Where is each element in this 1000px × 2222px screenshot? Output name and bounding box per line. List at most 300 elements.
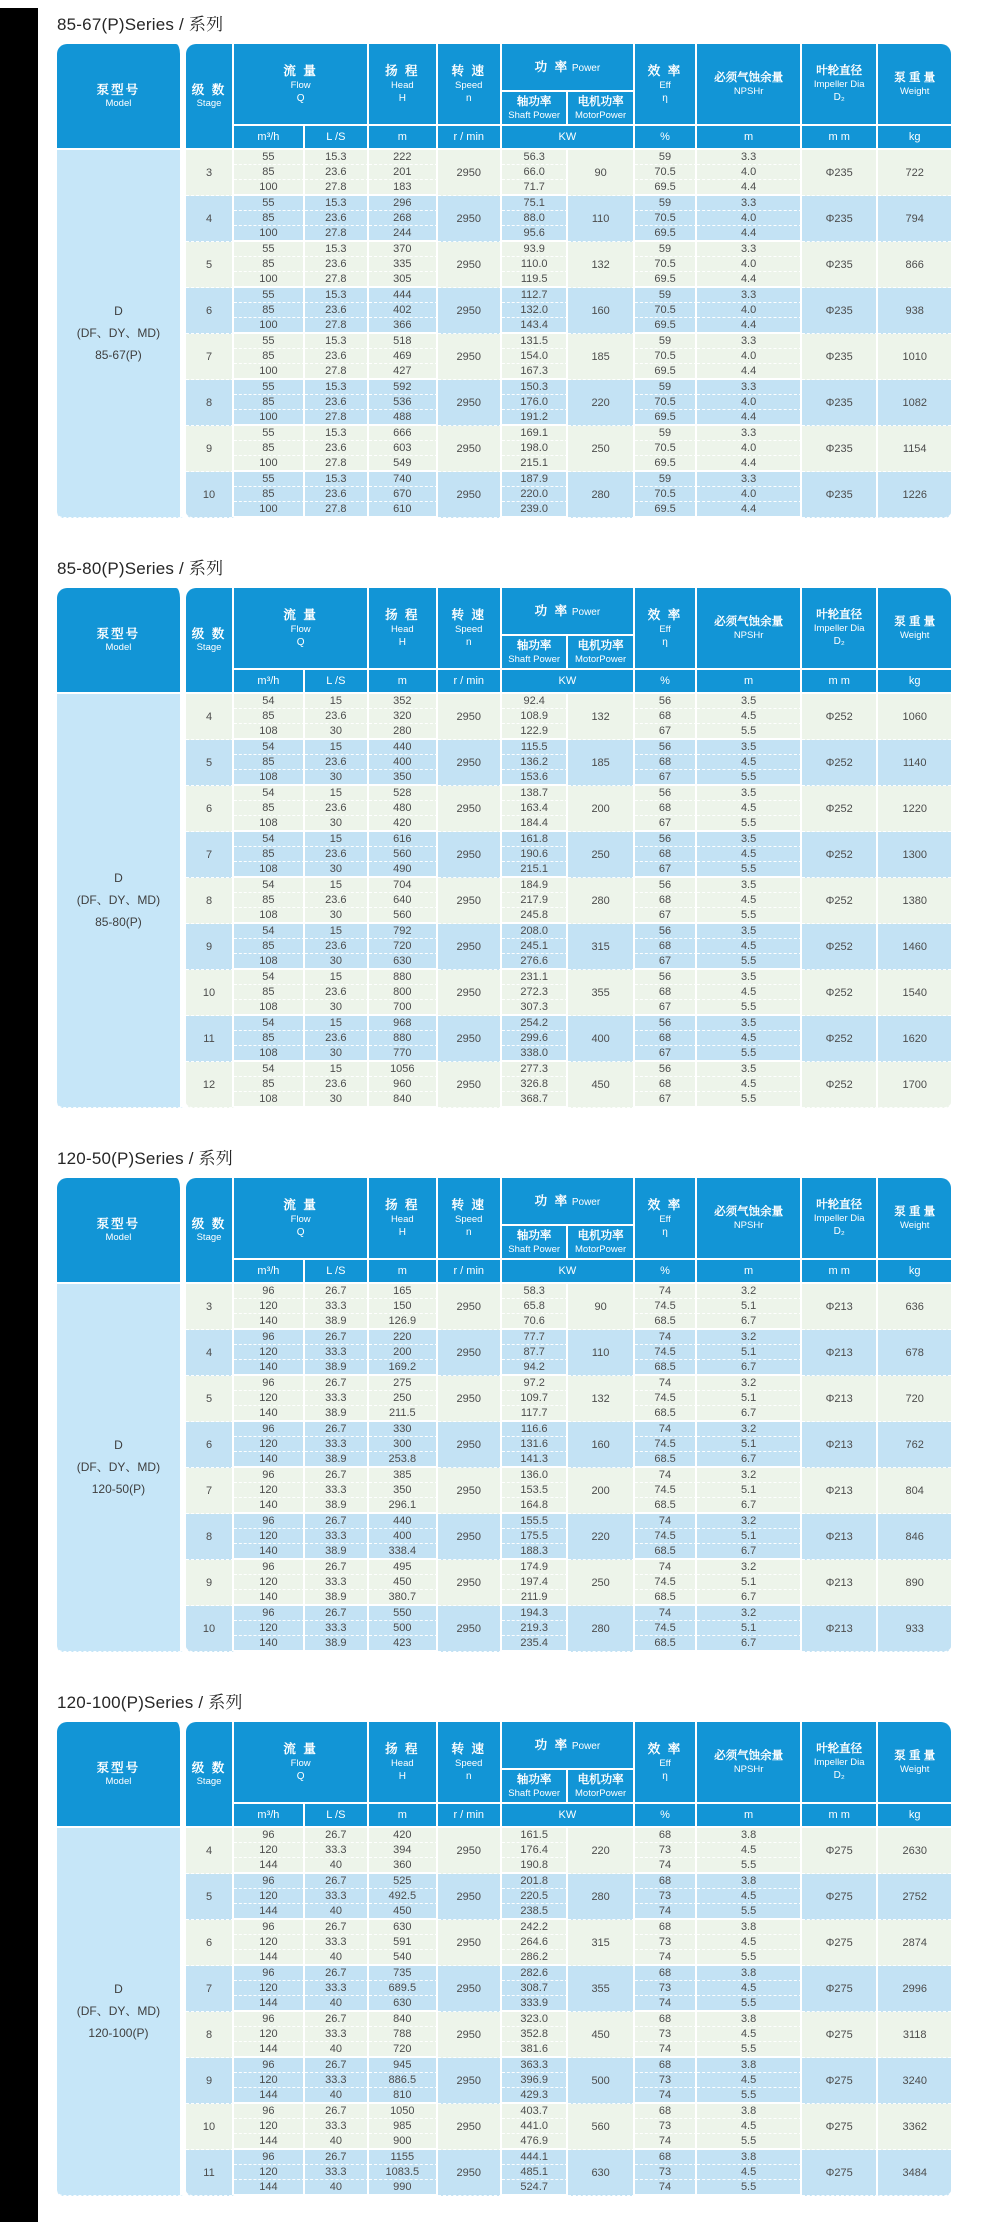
col-speed-header	[438, 44, 502, 126]
cell-flow-ls: 33.3	[305, 1935, 369, 1950]
header-label: Q	[296, 1770, 305, 1782]
table-row	[57, 1016, 951, 1031]
cell-impeller-dia: Φ252	[802, 970, 879, 1016]
col-npshr-header	[697, 44, 802, 126]
cell-impeller-dia: Φ252	[802, 878, 879, 924]
unit-cell: r / min	[438, 1260, 502, 1284]
cell-eff: 73	[635, 1889, 697, 1904]
table-row	[57, 1920, 951, 1935]
cell-shaft-power: 208.0	[502, 924, 568, 939]
cell-flow-ls: 26.7	[305, 1966, 369, 1981]
cell-npshr: 3.8	[697, 1920, 802, 1935]
header-label: Shaft Power	[508, 1787, 561, 1799]
cell-impeller-dia: Φ275	[802, 1874, 879, 1920]
cell-flow-ls: 33.3	[305, 1299, 369, 1314]
stage-cell: 4	[186, 1828, 234, 1874]
col-eff-header	[635, 44, 697, 126]
cell-head: 360	[369, 1858, 437, 1874]
cell-flow-m3h: 85	[234, 165, 304, 180]
table-row	[57, 2058, 951, 2073]
cell-flow-ls: 40	[305, 2134, 369, 2150]
stage-cell: 7	[186, 334, 234, 380]
cell-eff: 70.5	[635, 349, 697, 364]
cell-flow-m3h: 108	[234, 724, 304, 740]
cell-npshr: 3.2	[697, 1422, 802, 1437]
table-row	[57, 1284, 951, 1299]
unit-cell: %	[635, 1260, 697, 1284]
cell-flow-m3h: 55	[234, 150, 304, 165]
cell-flow-ls: 23.6	[305, 441, 369, 456]
cell-head: 450	[369, 1904, 437, 1920]
unit-cell: m m	[802, 126, 879, 150]
header-label: 泵型号	[96, 1216, 141, 1231]
cell-shaft-power: 66.0	[502, 165, 568, 180]
cell-flow-ls: 23.6	[305, 801, 369, 816]
cell-flow-m3h: 96	[234, 1330, 304, 1345]
cell-flow-m3h: 96	[234, 2150, 304, 2165]
cell-impeller-dia: Φ235	[802, 150, 879, 196]
cell-head: 200	[369, 1345, 437, 1360]
cell-head: 300	[369, 1437, 437, 1452]
cell-eff: 74	[635, 1284, 697, 1299]
header-label: Impeller Dia	[813, 1213, 865, 1225]
stage-cell: 4	[186, 196, 234, 242]
header-label: 流 量	[283, 1198, 318, 1213]
header-label: 泵型号	[96, 1760, 141, 1775]
header-label: Weight	[900, 85, 930, 97]
cell-npshr: 4.5	[697, 893, 802, 908]
cell-shaft-power: 92.4	[502, 694, 568, 709]
unit-cell: m	[697, 1804, 802, 1828]
col-impeller-header	[802, 588, 879, 670]
header-label: MotorPower	[575, 1243, 627, 1255]
col-head-header	[369, 1178, 437, 1260]
cell-weight: 2874	[878, 1920, 951, 1966]
col-motor-power-header	[568, 92, 634, 126]
cell-head: 380.7	[369, 1590, 437, 1606]
cell-flow-ls: 23.6	[305, 709, 369, 724]
col-eff-header	[635, 1178, 697, 1260]
cell-flow-m3h: 120	[234, 1981, 304, 1996]
cell-speed: 2950	[438, 740, 502, 786]
cell-flow-ls: 33.3	[305, 1621, 369, 1636]
header-label: Power	[569, 1741, 601, 1752]
unit-cell: kg	[878, 126, 951, 150]
header-label: Q	[296, 92, 305, 104]
cell-flow-ls: 38.9	[305, 1452, 369, 1468]
cell-eff: 67	[635, 954, 697, 970]
unit-cell: m	[697, 670, 802, 694]
cell-flow-m3h: 120	[234, 2165, 304, 2180]
header-label: Q	[296, 636, 305, 648]
header-label: 流 量	[283, 608, 318, 623]
cell-shaft-power: 197.4	[502, 1575, 568, 1590]
header-label: Head	[390, 623, 414, 635]
cell-flow-m3h: 140	[234, 1360, 304, 1376]
cell-eff: 73	[635, 1843, 697, 1858]
cell-weight: 722	[878, 150, 951, 196]
stage-cell: 6	[186, 1920, 234, 1966]
cell-speed: 2950	[438, 426, 502, 472]
table-row	[57, 288, 951, 303]
cell-eff: 69.5	[635, 502, 697, 518]
header-label: 扬 程	[385, 608, 420, 623]
stage-cell: 7	[186, 832, 234, 878]
header-label: 转 速	[451, 1742, 486, 1757]
header-label: H	[398, 1770, 406, 1782]
cell-flow-ls: 15.3	[305, 150, 369, 165]
cell-npshr: 4.5	[697, 2073, 802, 2088]
header-label: 转 速	[451, 64, 486, 79]
cell-head: 268	[369, 211, 437, 226]
cell-motor-power: 315	[568, 924, 634, 970]
cell-eff: 59	[635, 472, 697, 487]
cell-npshr: 5.5	[697, 724, 802, 740]
cell-npshr: 3.2	[697, 1284, 802, 1299]
cell-npshr: 4.0	[697, 303, 802, 318]
cell-speed: 2950	[438, 1062, 502, 1108]
cell-impeller-dia: Φ275	[802, 2012, 879, 2058]
cell-shaft-power: 396.9	[502, 2073, 568, 2088]
cell-head: 296.1	[369, 1498, 437, 1514]
cell-eff: 68	[635, 2150, 697, 2165]
cell-head: 740	[369, 472, 437, 487]
table-row	[57, 2150, 951, 2165]
pump-spec-table	[57, 588, 951, 1108]
header-label: Model	[105, 642, 132, 654]
cell-flow-ls: 15	[305, 786, 369, 801]
cell-shaft-power: 282.6	[502, 1966, 568, 1981]
cell-head: 444	[369, 288, 437, 303]
cell-npshr: 5.5	[697, 816, 802, 832]
cell-npshr: 5.5	[697, 770, 802, 786]
cell-flow-ls: 23.6	[305, 755, 369, 770]
header-label: η	[662, 636, 668, 648]
cell-head: 560	[369, 847, 437, 862]
cell-npshr: 4.5	[697, 1935, 802, 1950]
cell-shaft-power: 176.0	[502, 395, 568, 410]
col-flow-header	[234, 1178, 369, 1260]
cell-impeller-dia: Φ235	[802, 242, 879, 288]
table-row	[57, 150, 951, 165]
cell-shaft-power: 220.5	[502, 1889, 568, 1904]
cell-flow-ls: 33.3	[305, 2119, 369, 2134]
cell-shaft-power: 338.0	[502, 1046, 568, 1062]
cell-flow-ls: 33.3	[305, 1575, 369, 1590]
cell-shaft-power: 299.6	[502, 1031, 568, 1046]
cell-shaft-power: 94.2	[502, 1360, 568, 1376]
series-section	[57, 1144, 952, 1652]
cell-flow-m3h: 100	[234, 456, 304, 472]
col-shaft-power-header	[502, 1770, 568, 1804]
cell-npshr: 3.3	[697, 196, 802, 211]
header-label: 功 率	[534, 1738, 570, 1752]
cell-head: 250	[369, 1391, 437, 1406]
header-label: Eff	[659, 623, 671, 635]
table-row	[57, 970, 951, 985]
cell-flow-ls: 26.7	[305, 1560, 369, 1575]
cell-eff: 59	[635, 196, 697, 211]
cell-eff: 70.5	[635, 441, 697, 456]
header-label: 叶轮直径	[816, 1199, 863, 1212]
cell-flow-m3h: 120	[234, 1483, 304, 1498]
cell-npshr: 5.5	[697, 1000, 802, 1016]
cell-head: 840	[369, 1092, 437, 1108]
cell-flow-ls: 26.7	[305, 1514, 369, 1529]
cell-speed: 2950	[438, 924, 502, 970]
cell-eff: 67	[635, 1000, 697, 1016]
header-label: 扬 程	[385, 1742, 420, 1757]
cell-eff: 59	[635, 426, 697, 441]
cell-head: 536	[369, 395, 437, 410]
cell-npshr: 5.5	[697, 1904, 802, 1920]
cell-shaft-power: 231.1	[502, 970, 568, 985]
cell-eff: 74	[635, 1468, 697, 1483]
cell-npshr: 3.5	[697, 878, 802, 893]
cell-weight: 890	[878, 1560, 951, 1606]
cell-flow-ls: 23.6	[305, 211, 369, 226]
cell-head: 480	[369, 801, 437, 816]
cell-flow-m3h: 120	[234, 1621, 304, 1636]
cell-npshr: 3.8	[697, 1828, 802, 1843]
cell-eff: 69.5	[635, 410, 697, 426]
cell-eff: 69.5	[635, 226, 697, 242]
header-label: Power	[569, 607, 601, 618]
series-section	[57, 1688, 952, 2196]
cell-npshr: 4.5	[697, 2027, 802, 2042]
cell-impeller-dia: Φ213	[802, 1514, 879, 1560]
header-label: 必须气蚀余量	[714, 615, 784, 628]
col-head-header	[369, 588, 437, 670]
cell-head: 150	[369, 1299, 437, 1314]
cell-impeller-dia: Φ275	[802, 1920, 879, 1966]
cell-npshr: 4.0	[697, 487, 802, 502]
cell-flow-m3h: 108	[234, 908, 304, 924]
cell-weight: 720	[878, 1376, 951, 1422]
pump-spec-table	[57, 1722, 951, 2196]
header-label: Shaft Power	[508, 109, 561, 121]
cell-eff: 69.5	[635, 318, 697, 334]
cell-shaft-power: 272.3	[502, 985, 568, 1000]
col-eff-header	[635, 1722, 697, 1804]
cell-eff: 68	[635, 1874, 697, 1889]
cell-npshr: 5.5	[697, 908, 802, 924]
cell-shaft-power: 242.2	[502, 1920, 568, 1935]
cell-flow-m3h: 108	[234, 816, 304, 832]
cell-flow-ls: 23.6	[305, 165, 369, 180]
header-label: Stage	[196, 1232, 222, 1244]
stage-cell: 5	[186, 740, 234, 786]
cell-flow-ls: 15.3	[305, 334, 369, 349]
cell-flow-ls: 30	[305, 816, 369, 832]
unit-cell: m	[369, 1260, 437, 1284]
cell-impeller-dia: Φ252	[802, 694, 879, 740]
cell-shaft-power: 184.9	[502, 878, 568, 893]
cell-flow-m3h: 55	[234, 334, 304, 349]
cell-weight: 1380	[878, 878, 951, 924]
cell-head: 591	[369, 1935, 437, 1950]
cell-flow-ls: 15	[305, 924, 369, 939]
cell-head: 960	[369, 1077, 437, 1092]
cell-npshr: 3.5	[697, 1062, 802, 1077]
header-label: NPSHr	[733, 1763, 764, 1775]
cell-impeller-dia: Φ213	[802, 1560, 879, 1606]
cell-npshr: 5.5	[697, 2134, 802, 2150]
cell-npshr: 3.3	[697, 288, 802, 303]
cell-flow-ls: 40	[305, 1950, 369, 1966]
cell-motor-power: 160	[568, 288, 634, 334]
cell-weight: 933	[878, 1606, 951, 1652]
unit-cell: %	[635, 1804, 697, 1828]
cell-npshr: 3.5	[697, 740, 802, 755]
cell-impeller-dia: Φ252	[802, 832, 879, 878]
cell-speed: 2950	[438, 694, 502, 740]
cell-shaft-power: 476.9	[502, 2134, 568, 2150]
cell-flow-ls: 23.6	[305, 985, 369, 1000]
header-label: 级 数	[191, 1760, 227, 1775]
cell-shaft-power: 323.0	[502, 2012, 568, 2027]
cell-head: 630	[369, 1920, 437, 1935]
header-label: H	[398, 636, 406, 648]
cell-flow-ls: 26.7	[305, 1828, 369, 1843]
cell-eff: 67	[635, 816, 697, 832]
cell-shaft-power: 71.7	[502, 180, 568, 196]
cell-flow-ls: 23.6	[305, 487, 369, 502]
cell-shaft-power: 154.0	[502, 349, 568, 364]
cell-flow-m3h: 108	[234, 1000, 304, 1016]
stage-cell: 10	[186, 1606, 234, 1652]
cell-shaft-power: 239.0	[502, 502, 568, 518]
header-label: 叶轮直径	[816, 609, 863, 622]
cell-weight: 938	[878, 288, 951, 334]
table-body	[57, 694, 951, 1108]
cell-shaft-power: 238.5	[502, 1904, 568, 1920]
cell-npshr: 4.5	[697, 2165, 802, 2180]
cell-eff: 68.5	[635, 1360, 697, 1376]
cell-shaft-power: 167.3	[502, 364, 568, 380]
cell-flow-m3h: 140	[234, 1590, 304, 1606]
col-weight-header	[878, 1722, 951, 1804]
cell-eff: 56	[635, 832, 697, 847]
cell-speed: 2950	[438, 2104, 502, 2150]
cell-flow-m3h: 55	[234, 380, 304, 395]
cell-eff: 70.5	[635, 487, 697, 502]
col-npshr-header	[697, 588, 802, 670]
cell-flow-m3h: 120	[234, 1935, 304, 1950]
cell-head: 126.9	[369, 1314, 437, 1330]
pump-spec-table	[57, 44, 951, 518]
stage-cell: 8	[186, 878, 234, 924]
cell-eff: 69.5	[635, 180, 697, 196]
table-row	[57, 878, 951, 893]
col-speed-header	[438, 1178, 502, 1260]
cell-eff: 56	[635, 1016, 697, 1031]
cell-flow-ls: 38.9	[305, 1314, 369, 1330]
cell-motor-power: 220	[568, 380, 634, 426]
cell-eff: 73	[635, 1935, 697, 1950]
cell-flow-ls: 40	[305, 1904, 369, 1920]
col-power-header	[502, 1178, 635, 1226]
cell-eff: 68	[635, 1031, 697, 1046]
header-label: Flow	[290, 623, 311, 635]
table-row	[57, 242, 951, 257]
cell-eff: 68	[635, 2058, 697, 2073]
cell-head: 528	[369, 786, 437, 801]
header-label: Weight	[900, 629, 930, 641]
cell-head: 792	[369, 924, 437, 939]
cell-flow-ls: 26.7	[305, 1330, 369, 1345]
cell-npshr: 5.1	[697, 1345, 802, 1360]
header-label: 功 率	[534, 604, 570, 618]
unit-cell: m	[369, 670, 437, 694]
cell-npshr: 4.0	[697, 211, 802, 226]
header-label: n	[465, 92, 472, 104]
cell-shaft-power: 201.8	[502, 1874, 568, 1889]
header-label: 必须气蚀余量	[714, 1749, 784, 1762]
cell-shaft-power: 441.0	[502, 2119, 568, 2134]
cell-speed: 2950	[438, 2058, 502, 2104]
header-label: MotorPower	[575, 653, 627, 665]
cell-eff: 59	[635, 150, 697, 165]
col-weight-header	[878, 588, 951, 670]
cell-flow-m3h: 96	[234, 1422, 304, 1437]
table-header	[57, 44, 951, 150]
cell-head: 603	[369, 441, 437, 456]
cell-head: 495	[369, 1560, 437, 1575]
cell-head: 440	[369, 1514, 437, 1529]
cell-eff: 56	[635, 878, 697, 893]
cell-shaft-power: 190.6	[502, 847, 568, 862]
header-label: MotorPower	[575, 1787, 627, 1799]
cell-flow-ls: 26.7	[305, 1422, 369, 1437]
header-label: Eff	[659, 1213, 671, 1225]
cell-flow-m3h: 85	[234, 441, 304, 456]
model-line: D	[114, 1438, 123, 1452]
cell-weight: 1140	[878, 740, 951, 786]
cell-flow-ls: 23.6	[305, 1077, 369, 1092]
cell-shaft-power: 363.3	[502, 2058, 568, 2073]
cell-npshr: 4.4	[697, 364, 802, 380]
cell-weight: 1700	[878, 1062, 951, 1108]
cell-flow-ls: 33.3	[305, 1345, 369, 1360]
cell-flow-m3h: 96	[234, 1874, 304, 1889]
cell-npshr: 3.2	[697, 1606, 802, 1621]
header-label: H	[398, 92, 406, 104]
header-row	[57, 1722, 951, 1770]
cell-weight: 2752	[878, 1874, 951, 1920]
cell-flow-m3h: 144	[234, 1996, 304, 2012]
cell-npshr: 6.7	[697, 1544, 802, 1560]
cell-speed: 2950	[438, 786, 502, 832]
cell-flow-m3h: 100	[234, 410, 304, 426]
cell-motor-power: 200	[568, 786, 634, 832]
cell-flow-m3h: 85	[234, 709, 304, 724]
cell-impeller-dia: Φ235	[802, 472, 879, 518]
cell-shaft-power: 164.8	[502, 1498, 568, 1514]
cell-npshr: 3.2	[697, 1376, 802, 1391]
cell-motor-power: 220	[568, 1828, 634, 1874]
cell-npshr: 5.1	[697, 1483, 802, 1498]
cell-shaft-power: 122.9	[502, 724, 568, 740]
stage-cell: 12	[186, 1062, 234, 1108]
cell-shaft-power: 308.7	[502, 1981, 568, 1996]
cell-flow-ls: 23.6	[305, 303, 369, 318]
cell-flow-m3h: 120	[234, 2073, 304, 2088]
cell-eff: 68	[635, 893, 697, 908]
cell-flow-ls: 15	[305, 1016, 369, 1031]
stage-cell: 6	[186, 786, 234, 832]
stage-cell: 8	[186, 2012, 234, 2058]
